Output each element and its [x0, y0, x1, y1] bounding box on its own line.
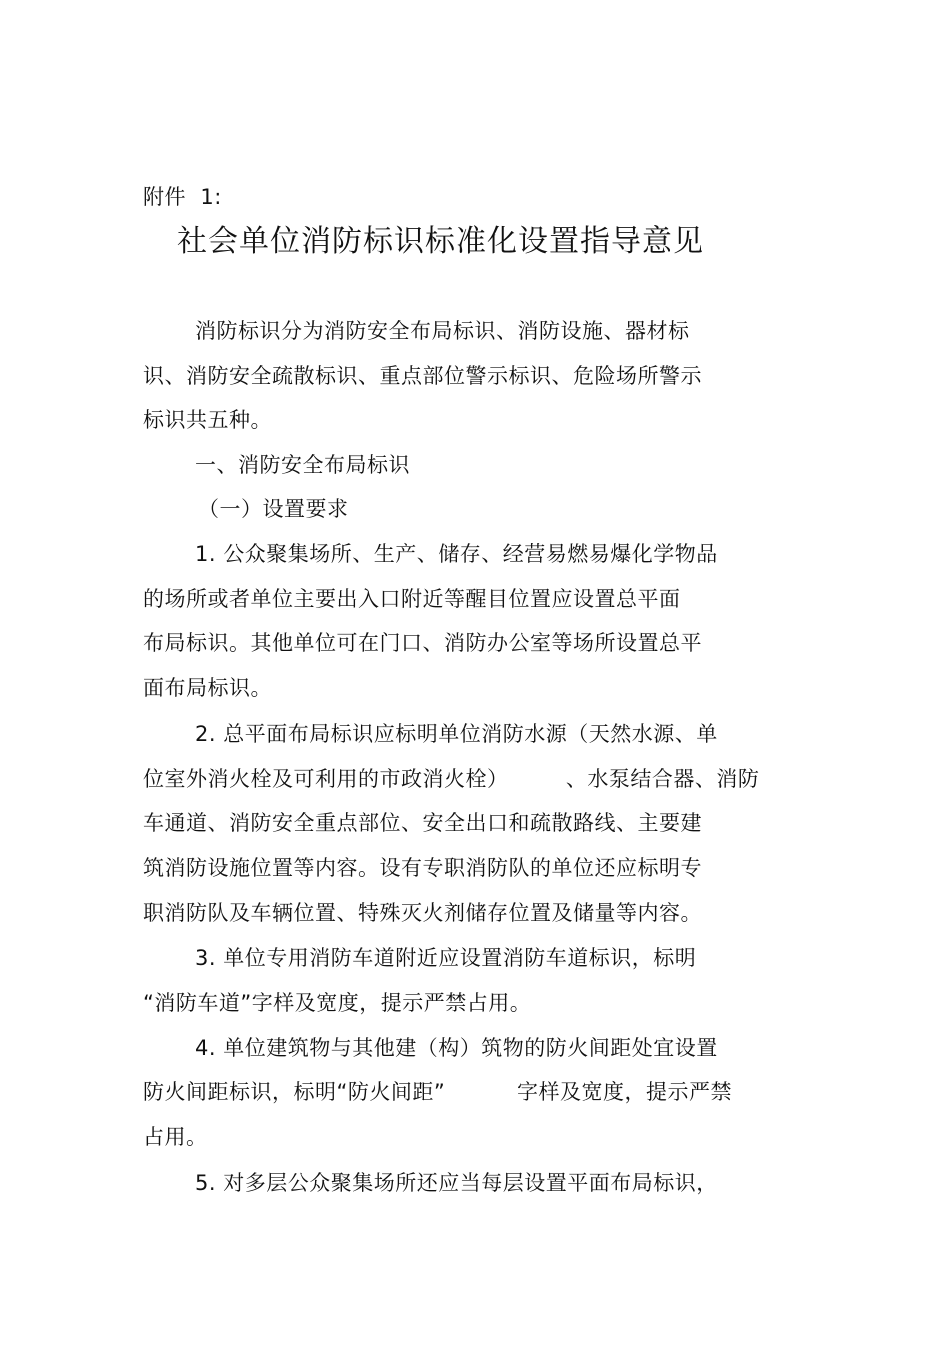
subsection-heading: （一）设置要求	[198, 497, 349, 521]
document-title: 社会单位消防标识标准化设置指导意见	[177, 224, 704, 259]
paragraph-line: 车通道、消防安全重点部位、安全出口和疏散路线、主要建	[143, 811, 702, 835]
paragraph-line: 职消防队及车辆位置、特殊灭火剂储存位置及储量等内容。	[143, 901, 702, 925]
paragraph-line: 面布局标识。	[143, 676, 272, 700]
paragraph-line: 布局标识。其他单位可在门口、消防办公室等场所设置总平	[143, 631, 702, 655]
paragraph-line: 识、消防安全疏散标识、重点部位警示标识、危险场所警示	[143, 364, 702, 388]
paragraph-line: 筑消防设施位置等内容。设有专职消防队的单位还应标明专	[143, 856, 702, 880]
paragraph-line: 位室外消火栓及可利用的市政消火栓） 、水泵结合器、消防	[143, 767, 760, 791]
section-heading: 一、消防安全布局标识	[195, 453, 410, 477]
paragraph-line: 占用。	[143, 1125, 208, 1149]
paragraph-line: 5. 对多层公众聚集场所还应当每层设置平面布局标识，	[195, 1171, 718, 1195]
paragraph-line: 的场所或者单位主要出入口附近等醒目位置应设置总平面	[143, 587, 681, 611]
paragraph-line: 1. 公众聚集场所、生产、储存、经营易燃易爆化学物品	[195, 542, 718, 566]
paragraph-line: 4. 单位建筑物与其他建（构）筑物的防火间距处宜设置	[195, 1036, 718, 1060]
paragraph-line: 2. 总平面布局标识应标明单位消防水源（天然水源、单	[195, 722, 718, 746]
attachment-label: 附件 1:	[143, 185, 222, 209]
paragraph-line: 防火间距标识，标明“防火间距” 字样及宽度，提示严禁	[143, 1080, 733, 1104]
paragraph-line: 消防标识分为消防安全布局标识、消防设施、器材标	[195, 319, 690, 343]
paragraph-line: 3. 单位专用消防车道附近应设置消防车道标识，标明	[195, 946, 697, 970]
paragraph-line: 标识共五种。	[143, 408, 272, 432]
paragraph-line: “消防车道”字样及宽度，提示严禁占用。	[143, 991, 532, 1015]
